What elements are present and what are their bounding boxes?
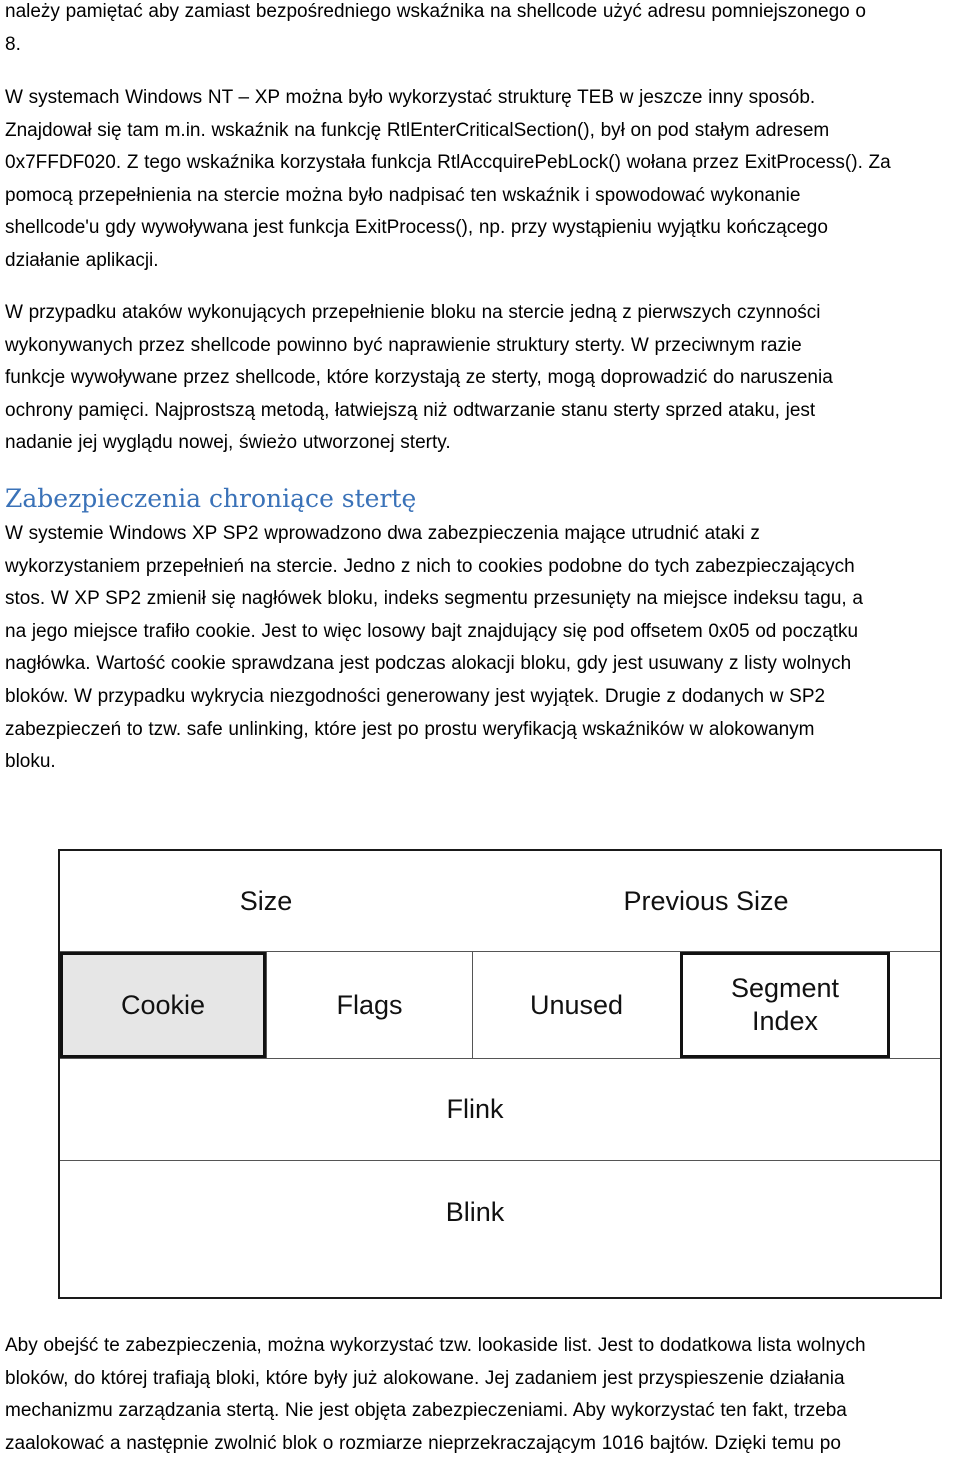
text-line: działanie aplikacji. bbox=[5, 249, 159, 271]
field-flink: Flink bbox=[446, 1094, 504, 1124]
field-size: Size bbox=[239, 885, 293, 916]
text-line: 0x7FFDF020. Z tego wskaźnika korzystała funkcja RtlAccquirePebLock() wołana przez ExitProcess(). Za bbox=[5, 152, 891, 174]
segment-index-label-line2: Index bbox=[751, 1006, 819, 1036]
text-line: stos. W XP SP2 zmienił się nagłówek bloku, indeks segmentu przesunięty na miejsce indeksu tagu, a bbox=[5, 588, 863, 610]
field-flags: Flags bbox=[266, 952, 472, 1058]
field-cookie: Cookie bbox=[60, 952, 266, 1058]
field-segment-index bbox=[680, 952, 890, 1058]
text-line: Znajdował się tam m.in. wskaźnik na funkcję RtlEnterCriticalSection(), był on pod stałym adresem bbox=[5, 119, 830, 141]
diagram-row-flink bbox=[60, 1059, 940, 1161]
field-blink: Blink bbox=[445, 1196, 505, 1227]
text-line: W systemie Windows XP SP2 wprowadzono dwa zabezpieczenia mające utrudnić ataki z bbox=[5, 523, 760, 544]
segment-index-label-line1: Segment bbox=[730, 973, 840, 1003]
paragraph-lookaside-list bbox=[5, 1330, 866, 1460]
paragraph-teb-structure bbox=[5, 82, 891, 278]
text-line: funkcje wywoływane przez shellcode, które korzystają ze sterty, mogą doprowadzić do naruszenia bbox=[5, 367, 833, 389]
diagram-row-size bbox=[60, 851, 940, 952]
text-line: W przypadku ataków wykonujących przepełnienie bloku na stercie jedną z pierwszych czynności bbox=[5, 302, 821, 323]
text-line: bloku. bbox=[5, 751, 56, 773]
field-unused: Unused bbox=[472, 952, 680, 1058]
paragraph-shellcode-address bbox=[5, 0, 866, 61]
text-line: shellcode'u gdy wywoływana jest funkcja ExitProcess(), np. przy wystąpieniu wyjątku kończącego bbox=[5, 217, 828, 239]
text-line: zabezpieczeń to tzw. safe unlinking, które jest po prostu weryfikacją wskaźników w alokowanym bbox=[5, 718, 815, 740]
heap-block-header-diagram bbox=[58, 849, 942, 1299]
field-previous-size: Previous Size bbox=[623, 885, 789, 916]
text-line: wykorzystaniem przepełnień na stercie. Jedno z nich to cookies podobne do tych zabezpieczających bbox=[5, 555, 855, 577]
text-line: pomocą przepełnienia na stercie można było nadpisać ten wskaźnik i spowodować wykonanie bbox=[5, 184, 801, 206]
diagram-row-blink bbox=[60, 1161, 940, 1297]
paragraph-xp-sp2-protections bbox=[5, 518, 863, 779]
paragraph-heap-repair bbox=[5, 297, 833, 460]
text-line: Aby obejść te zabezpieczenia, można wykorzystać tzw. lookaside list. Jest to dodatkowa lista wolnych bbox=[5, 1335, 866, 1356]
text-line: wykonywanych przez shellcode powinno być naprawienie struktury sterty. W przeciwnym razie bbox=[5, 334, 802, 356]
diagram-row-cookie bbox=[60, 952, 940, 1059]
text-line: bloków. W przypadku wykrycia niezgodności generowany jest wyjątek. Drugie z dodanych w SP2 bbox=[5, 685, 826, 707]
section-heading: Zabezpieczenia chroniące stertę bbox=[5, 484, 417, 513]
text-line: ochrony pamięci. Najprostszą metodą, łatwiejszą niż odtwarzanie stanu sterty sprzed ataku, jest bbox=[5, 399, 816, 421]
text-line: należy pamiętać aby zamiast bezpośredniego wskaźnika na shellcode użyć adresu pomniejszonego o bbox=[5, 1, 866, 22]
text-line: 8. bbox=[5, 33, 21, 55]
text-line: zaalokować a następnie zwolnić blok o rozmiarze nieprzekraczającym 1016 bajtów. Dzięki temu po bbox=[5, 1432, 841, 1454]
text-line: bloków, do której trafiają bloki, które były już alokowane. Jej zadaniem jest przyspieszenie działania bbox=[5, 1367, 845, 1389]
text-line: nadanie jej wyglądu nowej, świeżo utworzonej sterty. bbox=[5, 432, 451, 454]
text-line: nagłówka. Wartość cookie sprawdzana jest podczas alokacji bloku, gdy jest usuwany z listy wolnych bbox=[5, 653, 852, 675]
text-line: mechanizmu zarządzania stertą. Nie jest objęta zabezpieczeniami. Aby wykorzystać ten fakt, trzeba bbox=[5, 1400, 847, 1422]
text-line: na jego miejsce trafiło cookie. Jest to więc losowy bajt znajdujący się pod offsetem 0x05 od początku bbox=[5, 620, 859, 642]
text-line: W systemach Windows NT – XP można było wykorzystać strukturę TEB w jeszcze inny sposób. bbox=[5, 87, 816, 108]
